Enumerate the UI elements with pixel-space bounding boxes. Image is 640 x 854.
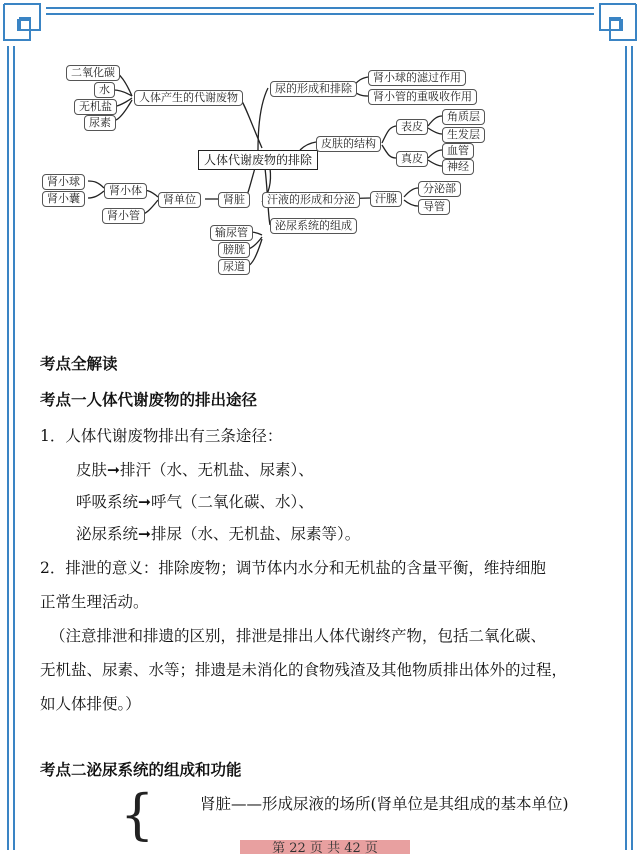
point2-title: 考点二泌尿系统的组成和功能 [40,760,242,779]
note-line2: 无机盐、尿素、水等；排遗是未消化的食物残渣及其他物质排出体外的过程， [40,661,568,679]
kidney-function-line: 肾脏——形成尿液的场所(肾单位是其组成的基本单位) [200,795,569,813]
mindmap-leaf-bowman-capsule: 肾小囊 [42,191,85,207]
arrow-icon: ➞ [138,493,152,511]
item1-text: 1．人体代谢废物排出有三条途径： [40,427,283,445]
route-skin [76,458,314,480]
mindmap-leaf-water: 水 [94,82,115,98]
mindmap-node-epidermis: 表皮 [396,119,428,135]
mindmap-leaf-ureter: 输尿管 [210,225,253,241]
mindmap-leaf-germinal-layer: 生发层 [442,127,485,143]
mindmap-leaf-tubule-reabsorption: 肾小管的重吸收作用 [368,89,477,105]
note-line3: 如人体排便。） [40,695,141,713]
mindmap-branch-sweat: 汗液的形成和分泌 [262,192,360,208]
mindmap-leaf-nerve: 神经 [442,159,474,175]
page-footer: 第 22 页 共 42 页 [240,840,410,854]
mindmap-node-renal-corpuscle: 肾小体 [104,183,147,199]
mindmap-leaf-co2: 二氧化碳 [66,65,120,81]
mindmap-leaf-salt: 无机盐 [74,99,117,115]
route-urinary [76,522,360,544]
mindmap-node-dermis: 真皮 [396,151,428,167]
mindmap-leaf-urethra: 尿道 [218,259,250,275]
route-skin-output: 排汗（水、无机盐、尿素）、 [120,461,314,479]
mindmap-leaf-glomerulus: 肾小球 [42,174,85,190]
note-line1: （注意排泄和排遗的区别，排泄是排出人体代谢终产物，包括二氧化碳、 [50,627,547,645]
mindmap-branch-urinary-system: 泌尿系统的组成 [270,218,357,234]
route-respiration-output: 呼气（二氧化碳、水）、 [151,493,314,511]
section-title: 考点全解读 [40,354,118,373]
item2-line1: 2．排泄的意义：排除废物；调节体内水分和无机盐的含量平衡，维持细胞 [40,559,546,577]
mindmap-leaf-urea: 尿素 [84,115,116,131]
route-skin-source: 皮肤 [76,461,108,479]
mindmap-center-node: 人体代谢废物的排除 [198,150,318,170]
mindmap-leaf-glomerulus-filtration: 肾小球的滤过作用 [368,70,466,86]
route-urinary-output: 排尿（水、无机盐、尿素等）。 [151,525,361,543]
route-urinary-source: 泌尿系统 [76,525,139,543]
mindmap-node-kidney: 肾脏 [218,192,250,208]
curly-brace: { [120,783,155,846]
point1-title: 考点一人体代谢废物的排出途径 [40,390,258,409]
mindmap-leaf-stratum-corneum: 角质层 [442,109,485,125]
arrow-icon: ➞ [107,461,121,479]
mindmap-leaf-secretory-part: 分泌部 [418,181,461,197]
route-respiration [76,490,314,512]
mindmap-node-sweat-gland: 汗腺 [370,191,402,207]
mindmap-node-nephron: 肾单位 [158,192,201,208]
arrow-icon: ➞ [138,525,152,543]
mindmap-leaf-bladder: 膀胱 [218,242,250,258]
item2-line2: 正常生理活动。 [40,593,149,611]
mindmap-leaf-duct: 导管 [418,199,450,215]
mindmap-leaf-blood-vessel: 血管 [442,143,474,159]
mindmap-branch-urine-formation: 尿的形成和排除 [270,81,357,97]
mindmap-branch-metabolic-waste: 人体产生的代谢废物 [134,90,243,106]
mindmap-leaf-renal-tubule: 肾小管 [102,208,145,224]
mindmap-branch-skin: 皮肤的结构 [316,136,381,152]
route-respiration-source: 呼吸系统 [76,493,139,511]
